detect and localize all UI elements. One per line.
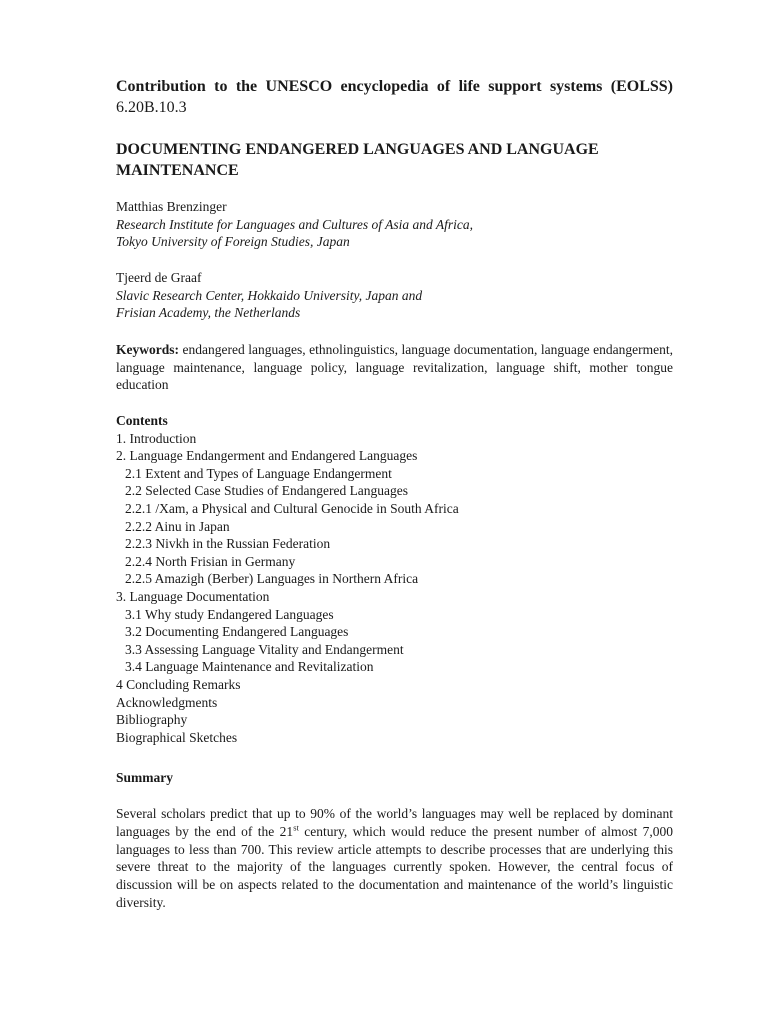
contents-heading: Contents: [116, 413, 168, 428]
title-line: DOCUMENTING ENDANGERED LANGUAGES AND LANGUAGE: [116, 141, 599, 158]
toc-item: 3.4 Language Maintenance and Revitalization: [125, 659, 374, 675]
summary-text-part: Several scholars predict that up to 90% of the world’s languages may well be replaced by dominant languages by the end of the 21: [116, 806, 673, 839]
author-name: Tjeerd de Graaf: [116, 270, 202, 285]
keywords-paragraph: [116, 341, 673, 394]
author-affiliation: Tokyo University of Foreign Studies, Japan: [116, 234, 350, 249]
toc-item: 4 Concluding Remarks: [116, 676, 241, 692]
author-block: [116, 198, 673, 251]
author-name: Matthias Brenzinger: [116, 199, 227, 214]
contribution-line: [116, 76, 673, 118]
toc-item: Bibliography: [116, 712, 188, 728]
toc-item: 2.2.2 Ainu in Japan: [125, 518, 230, 534]
document-title: [116, 139, 673, 181]
toc-item: 2.2 Selected Case Studies of Endangered Languages: [125, 483, 409, 499]
keywords-label: Keywords:: [116, 342, 179, 357]
toc-item: 2.2.5 Amazigh (Berber) Languages in Northern Africa: [125, 571, 419, 587]
summary-paragraph: [116, 805, 673, 912]
toc-item: 3. Language Documentation: [116, 588, 270, 604]
toc-item: 1. Introduction: [116, 430, 197, 446]
contribution-code: 6.20B.10.3: [116, 99, 187, 116]
summary-text-part: century, which would reduce the present number of almost 7,000 languages to less than 700. This review article attempts to describe processes that are underlying this severe threat to the majority of the languages currently spoken. However, the central focus of discussion will be on aspects related to the documentation and maintenance of the world’s linguistic diversity.: [116, 823, 674, 910]
author-affiliation: Research Institute for Languages and Cultures of Asia and Africa,: [116, 216, 473, 232]
toc-item: 3.2 Documenting Endangered Languages: [125, 624, 349, 640]
toc-item: Biographical Sketches: [116, 729, 238, 745]
summary-heading: Summary: [116, 770, 173, 785]
author-affiliation: Slavic Research Center, Hokkaido University, Japan and: [116, 287, 423, 303]
toc-item: 2. Language Endangerment and Endangered Languages: [116, 448, 418, 464]
ordinal-superscript: st: [293, 822, 299, 833]
author-affiliation: Frisian Academy, the Netherlands: [116, 305, 301, 320]
toc-item: 2.2.1 /Xam, a Physical and Cultural Genocide in South Africa: [125, 500, 459, 516]
author-block: [116, 269, 673, 322]
toc-item: 2.2.3 Nivkh in the Russian Federation: [125, 536, 331, 552]
title-line: MAINTENANCE: [116, 162, 239, 179]
toc-item: 2.2.4 North Frisian in Germany: [125, 553, 296, 569]
table-of-contents: [116, 412, 673, 746]
toc-item: 2.1 Extent and Types of Language Endangerment: [125, 465, 392, 481]
toc-item: 3.1 Why study Endangered Languages: [125, 606, 334, 622]
keywords-text: endangered languages, ethnolinguistics, language documentation, language endangerment, language maintenance, language policy, language revitalization, language shift, mother tongue education: [116, 342, 674, 392]
contribution-lead: Contribution to the UNESCO encyclopedia of life support systems (EOLSS): [116, 78, 673, 95]
toc-item: Acknowledgments: [116, 694, 218, 710]
toc-item: 3.3 Assessing Language Vitality and Endangerment: [125, 641, 404, 657]
